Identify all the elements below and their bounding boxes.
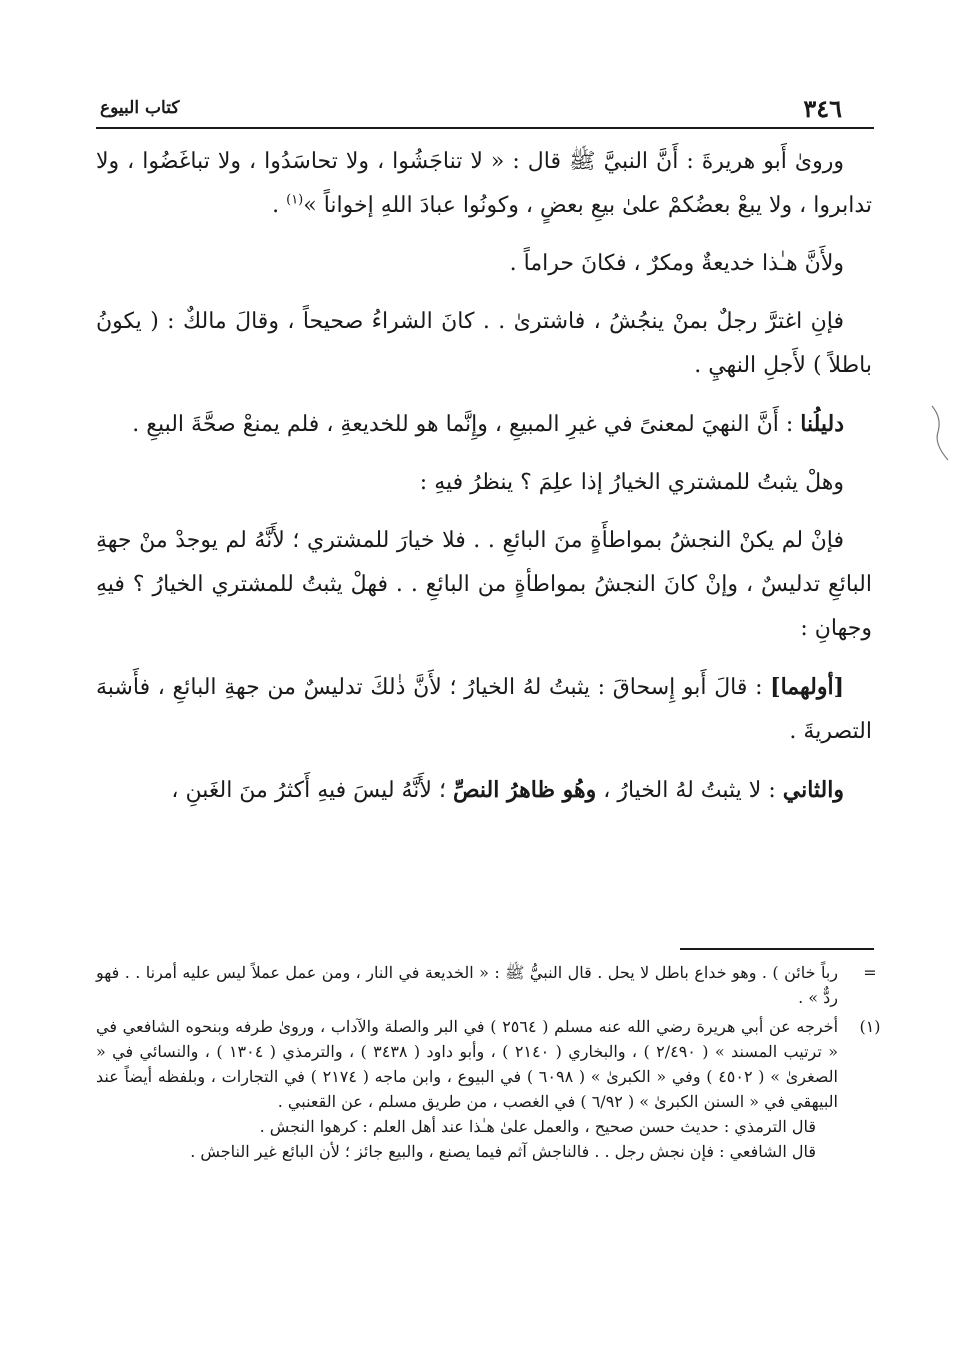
paragraph-option-question: وهلْ يثبتُ للمشتري الخيارُ إذا علِمَ ؟ ينظرُ فيهِ :	[419, 470, 844, 495]
footnote-1-shafii: قال الشافعي : فإن نجش رجل . . فالناجش آثم فيما يصنع ، والبيع جائز ؛ لأن البائع غير الناجش .	[190, 1142, 816, 1161]
footnote-1-text: أخرجه عن أبي هريرة رضي الله عنه مسلم ( ٢٥٦٤ ) في البر والصلة والآداب ، وروىٰ طرفه وبنحوه الشافعي في « ترتيب المسند » ( ٢/٤٩٠ ) ، والبخاري ( ٢١٤٠ ) ، وأبو داود ( ٣٤٣٨ ) ، والترمذي ( ١٣٠٤ ) ، والنسائي في « الصغرىٰ » ( ٤٥٠٢ ) وفي « الكبرىٰ » ( ٦٠٩٨ ) في البيوع ، وابن ماجه ( ٢١٧٤ ) في التجارات ، وبلفظه أيضاً عند البيهقي في « السنن الكبرىٰ » ( ٦/٩٢ ) في الغصب ، من طريق مسلم ، عن القعنبي .	[96, 1017, 839, 1111]
footnote-continuation	[96, 960, 890, 1010]
main-text	[96, 140, 872, 827]
second-view-end: ؛ لأَنَّهُ ليسَ فيهِ أَكثرُ منَ الغَبنِ ،	[171, 778, 453, 803]
running-title: كتاب البيوع	[100, 98, 180, 118]
second-view-text: : لا يثبتُ لهُ الخيارُ ،	[596, 778, 783, 803]
second-view-emphasis: وهُو ظاهرُ النصِّ	[452, 777, 597, 803]
paragraph-deception: ولأَنَّ هـٰذا خديعةٌ ومكرٌ ، فكانَ حراماً .	[509, 251, 844, 276]
footnote-1	[96, 1014, 890, 1164]
page-header	[96, 94, 848, 128]
evidence-text: : أَنَّ النهيَ لمعنىً في غيرِ المبيعِ ، وإِنَّما هو للخديعةِ ، فلم يمنعْ صحَّةَ البيعِ .	[132, 412, 801, 437]
footnotes	[96, 960, 890, 1168]
evidence-heading: دليلُنا	[800, 411, 844, 437]
page-number: ٣٤٦	[803, 94, 842, 123]
hadith-end: .	[272, 193, 287, 218]
first-view-text: : قالَ أَبو إِسحاقَ : يثبتُ لهُ الخيارُ ؛ لأَنَّ ذٰلكَ تدليسٌ من جهةِ البائعِ ، فأَشبهَ التصريةَ .	[96, 675, 872, 744]
footnote-1-tirmidhi: قال الترمذي : حديث حسن صحيح ، والعمل علىٰ هـٰذا عند أهل العلم : كرهوا النجش .	[259, 1117, 816, 1136]
continuation-marker: =	[863, 963, 877, 982]
paragraph-collusion: فإنْ لم يكنْ النجشُ بمواطأَةٍ منَ البائعِ . . فلا خيارَ للمشتري ؛ لأَنَّهُ لم يوجدْ منْ جهةِ البائعِ تدليسٌ ، وإنْ كانَ النجشُ بمواطأةٍ من البائعِ . . فهلْ يثبتُ للمشتري الخيارُ ؟ فيهِ وجهانِ :	[96, 528, 872, 641]
paragraph-evidence	[96, 402, 872, 447]
paragraph-deceived-buyer: فإنِ اغترَّ رجلٌ بمنْ ينجُشُ ، فاشترىٰ . . كانَ الشراءُ صحيحاً ، وقالَ مالكٌ : ( يكونُ باطلاً ) لأَجلِ النهيِ .	[96, 309, 872, 378]
paragraph-hadith	[96, 140, 872, 228]
margin-bracket-mark	[926, 404, 956, 464]
hadith-text: وروىٰ أَبو هريرةَ : أَنَّ النبيَّ ﷺ قال : « لا تناجَشُوا ، ولا تحاسَدُوا ، ولا تباغَضُوا ، ولا تدابروا ، ولا يبعْ بعضُكمْ علىٰ بيعِ بعضٍ ، وكونُوا عبادَ اللهِ إخواناً »	[96, 149, 872, 218]
continuation-text: رباً خائن ) . وهو خداع باطل لا يحل . قال النبيُّ ﷺ : « الخديعة في النار ، ومن عمل عملاً ليس عليه أمرنا . . فهو ردٌّ » .	[96, 963, 838, 1007]
first-view-heading: [أولهما]	[770, 674, 844, 700]
paragraph-first-view	[96, 665, 872, 754]
footnote-1-marker: (١)	[859, 1017, 881, 1036]
paragraph-second-view	[96, 768, 872, 813]
header-rule	[96, 127, 874, 129]
footnote-ref-1[interactable]: (١)	[286, 192, 304, 208]
second-view-heading: والثاني	[782, 777, 844, 803]
footnote-rule	[680, 948, 874, 950]
